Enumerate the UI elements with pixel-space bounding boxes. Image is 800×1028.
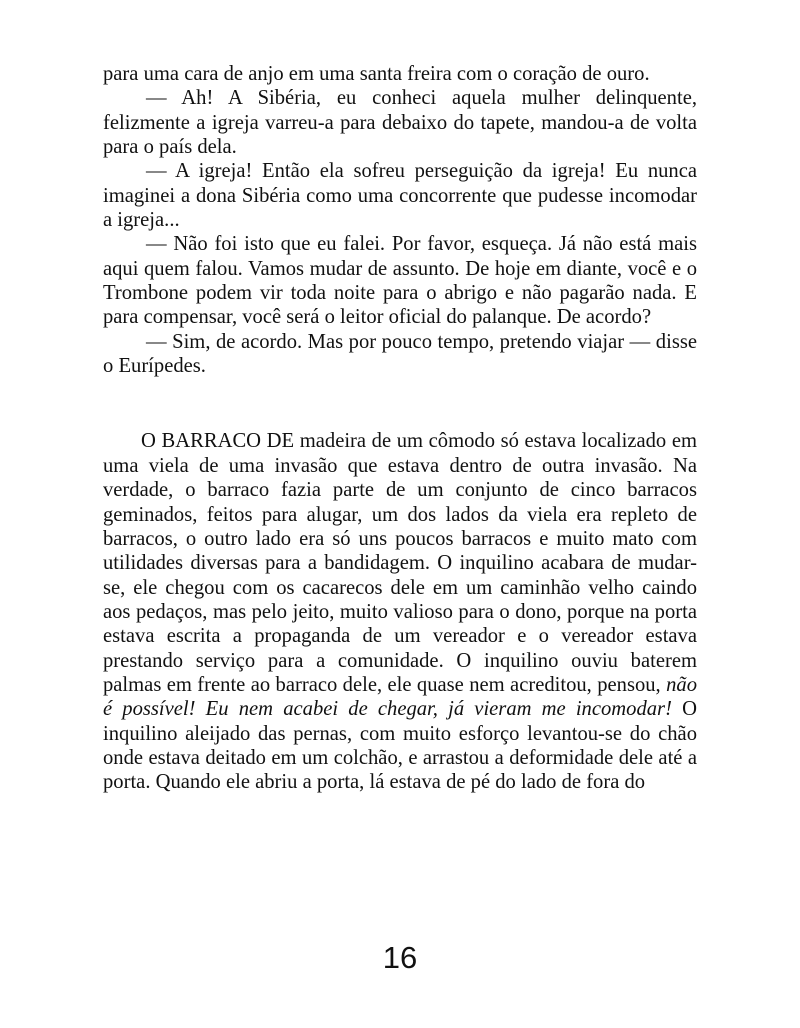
book-page [103, 62, 697, 904]
section-body-text-continued: O inquilino aleijado das pernas, com muito esforço levantou-se do chão onde estava deitado em um colchão, e arrastou a deformidade dele até a porta. Quando ele abriu a porta, lá estava de pé do lado de fora do [103, 698, 697, 794]
dialogue-line: — Não foi isto que eu falei. Por favor, esqueça. Já não está mais aqui quem falou. Vamos mudar de assunto. De hoje em diante, você e o Trombone podem vir toda noite para o abrigo e não pagarão nada. E para compensar, você será o leitor oficial do palanque. De acordo? [103, 233, 697, 329]
page-number: 16 [382, 940, 418, 975]
section-body-text: madeira de um cômodo só estava localizado em uma viela de uma invasão que estava dentro de outra invasão. Na verdade, o barraco fazia parte de um conjunto de cinco barracos geminados, feitos para alugar, um dos lados da viela era repleto de barracos, o outro lado era só uns poucos barracos e muito mato com utilidades diversas para a bandidagem. O inquilino acabara de mudar-se, ele chegou com os cacarecos dele em um caminhão velho caindo aos pedaços, mas pelo jeito, muito valioso para o dono, porque na porta estava escrita a propaganda de um vereador e o vereador estava prestando serviço para a comunidade. O inquilino ouviu baterem palmas em frente ao barraco dele, ele quase nem acreditou, pensou, [103, 430, 697, 696]
section-break [103, 378, 697, 429]
dialogue-line: — Ah! A Sibéria, eu conheci aquela mulher delinquente, felizmente a igreja varreu-a para debaixo do tapete, mandou-a de volta para o país dela. [103, 87, 697, 159]
section-opening-words: O BARRACO DE [141, 430, 295, 453]
dialogue-line: — A igreja! Então ela sofreu perseguição da igreja! Eu nunca imaginei a dona Sibéria como uma concorrente que pudesse incomodar a igreja... [103, 160, 697, 232]
new-section [103, 429, 697, 794]
dialogue-block [103, 62, 697, 378]
italic-thought: não é possível! Eu nem acabei de chegar, já vieram me incomodar! [103, 673, 697, 721]
dialogue-line: — Sim, de acordo. Mas por pouco tempo, pretendo viajar — disse o Eurípedes. [103, 330, 697, 378]
paragraph-continuation: para uma cara de anjo em uma santa freira com o coração de ouro. [103, 63, 650, 85]
section-paragraph [103, 429, 697, 794]
